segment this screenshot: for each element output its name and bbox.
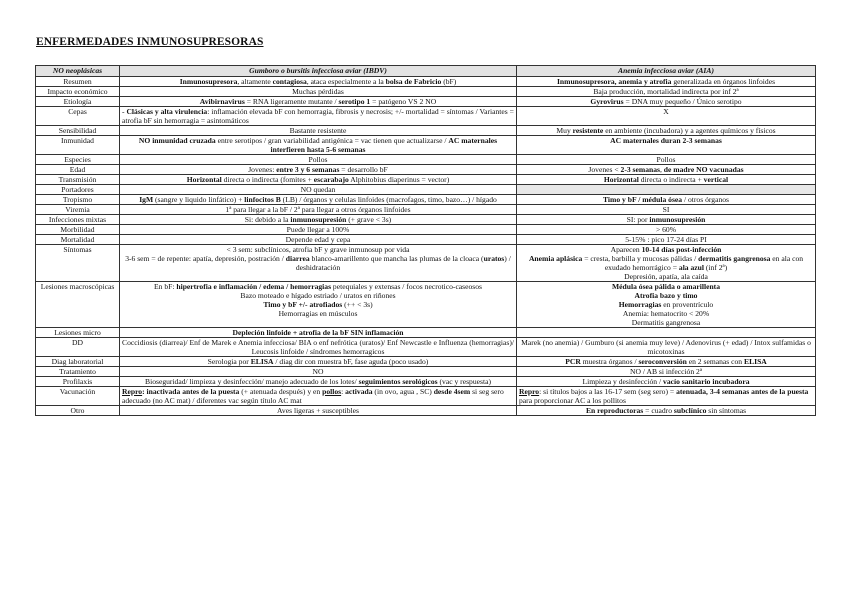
table-row [36, 245, 816, 282]
text-run: Coccidiosis (diarrea)/ Enf de Marek e Anemia infecciosa/ BIA o enf nefrótica (uratos)/ Enf Newcastle e Influenza (hemorragias)/ Leucosis linfoide / síndromes hemorragicos [122, 338, 514, 356]
text-run: Jovenes < [588, 165, 621, 174]
text-run: (+ grave < 3s) [346, 215, 392, 224]
cell-line [519, 254, 813, 272]
row-label: Síntomas [36, 245, 120, 282]
text-run: NO quedan [300, 185, 336, 194]
text-run: dermatitis gangrenosa [698, 254, 771, 263]
gumboro-cell [120, 338, 517, 357]
anemia-cell [517, 126, 816, 136]
table-row [36, 338, 816, 357]
anemia-cell [517, 245, 816, 282]
table-row [36, 328, 816, 338]
text-run: seguimientos serológicos [358, 377, 438, 386]
text-run: uratos [483, 254, 505, 263]
text-run: Timo y bF / médula ósea [602, 195, 683, 204]
row-label: Otro [36, 406, 120, 416]
cell-line [122, 291, 514, 300]
table-row [36, 225, 816, 235]
text-run: Gyrovirus [590, 97, 624, 106]
table-row [36, 282, 816, 328]
header-anemia: Anemia infecciosa aviar (AIA) [517, 66, 816, 77]
text-run: de madre NO vacunadas [663, 165, 744, 174]
text-run: NO [312, 367, 324, 376]
header-gumboro: Gumboro o bursitis infecciosa aviar (IBDV) [120, 66, 517, 77]
table-row [36, 126, 816, 136]
table-body [36, 77, 816, 416]
row-label: Mortalidad [36, 235, 120, 245]
text-run: seroconversión [638, 357, 687, 366]
row-label: Lesiones macroscópicas [36, 282, 120, 328]
gumboro-cell [120, 205, 517, 215]
text-run: Bastante resistente [289, 126, 347, 135]
text-run: Limpieza y desinfección / [582, 377, 664, 386]
text-run: : [341, 387, 346, 396]
text-run: ELISA [250, 357, 274, 366]
text-run: linfocitos B [244, 195, 281, 204]
anemia-cell [517, 87, 816, 97]
text-run: / otros órganos [682, 195, 729, 204]
cell-line [519, 272, 813, 281]
text-run: ala azul [678, 263, 704, 272]
text-run: = DNA muy pequeño / Único serotipo [623, 97, 742, 106]
text-run: (sangre y liquido linfático) + [153, 195, 245, 204]
anemia-cell [517, 367, 816, 377]
text-run: ) / deshidratación [295, 254, 511, 272]
anemia-cell [517, 205, 816, 215]
text-run: (bF) [441, 77, 457, 86]
row-label: Etiología [36, 97, 120, 107]
cell-line [122, 245, 514, 254]
text-run: serotipo 1 [338, 97, 371, 106]
gumboro-cell [120, 155, 517, 165]
text-run: muestra órganos / [580, 357, 639, 366]
anemia-cell [517, 97, 816, 107]
text-run: En bF: [153, 282, 177, 291]
text-run: Bazo moteado e hígado estriado / uratos en riñones [240, 291, 396, 300]
cell-line [122, 254, 514, 272]
cell-line [122, 300, 514, 309]
text-run: 10-14 días post-infección [641, 245, 722, 254]
text-run: en proventrículo [661, 300, 714, 309]
anemia-cell [517, 107, 816, 126]
cell-line [122, 282, 514, 291]
text-run: (in ovo, agua , SC) [372, 387, 434, 396]
text-run: Hemorragias [618, 300, 662, 309]
text-run: generalizada en órganos linfoides [671, 77, 776, 86]
anemia-cell [517, 175, 816, 185]
table-row [36, 357, 816, 367]
text-run: IgM [139, 195, 154, 204]
text-run: / diag dir con muestra bF, fase aguda (poco usado) [273, 357, 429, 366]
text-run: (+ atenuada después) y en [239, 387, 323, 396]
text-run: Pollos [308, 155, 328, 164]
text-run: subclínico [673, 406, 707, 415]
text-run: En reproductoras [585, 406, 644, 415]
text-run: PCR [565, 357, 581, 366]
text-run: Clásicas y alta virulencia [126, 107, 208, 116]
text-run: Dermatitis gangrenosa [631, 318, 701, 327]
text-run: - [122, 107, 127, 116]
text-run: Depresión, apatía, ala caída [624, 272, 708, 281]
table-row [36, 165, 816, 175]
text-run: < 3 sem: subclínicos, atrofia bF y grave inmunosup por vida [226, 245, 410, 254]
table-row [36, 107, 816, 126]
row-label: Cepas [36, 107, 120, 126]
text-run: directa o indirecta (fomites + [221, 175, 314, 184]
table-row [36, 87, 816, 97]
text-run: : inactivada antes de la puesta [142, 387, 240, 396]
text-run: = cuadro [643, 406, 674, 415]
text-run: SI [662, 205, 670, 214]
text-run: 2-3 semanas [620, 165, 660, 174]
gumboro-cell [120, 215, 517, 225]
row-label: Vacunación [36, 387, 120, 406]
text-run: entre 3 y 6 semanas [276, 165, 340, 174]
text-run: Jovenes: [248, 165, 277, 174]
text-run: Serologia por [207, 357, 251, 366]
text-run: contagiosa [272, 77, 307, 86]
text-run: , altamente [237, 77, 273, 86]
cell-line [519, 300, 813, 309]
row-label: Edad [36, 165, 120, 175]
anemia-cell [517, 387, 816, 406]
gumboro-cell [120, 328, 517, 338]
gumboro-cell [120, 406, 517, 416]
table-row [36, 195, 816, 205]
text-run: (++ < 3s) [342, 300, 373, 309]
row-label: DD [36, 338, 120, 357]
anemia-cell [517, 357, 816, 367]
gumboro-cell [120, 367, 517, 377]
gumboro-cell [120, 165, 517, 175]
text-run: Pollos [656, 155, 676, 164]
text-run: , ataca especialmente a la [306, 77, 386, 86]
text-run: Puede llegar a 100% [286, 225, 350, 234]
text-run: inmunosupresión [649, 215, 706, 224]
table-row [36, 406, 816, 416]
row-label: Profilaxis [36, 377, 120, 387]
text-run: Baja producción, mortalidad indirecta por inf 2ª [593, 87, 739, 96]
anemia-cell [517, 235, 816, 245]
text-run: NO inmunidad cruzada [138, 136, 216, 145]
text-run: AC maternales interfieren hasta 5-6 semanas [270, 136, 498, 154]
header-category: NO neoplásicas [36, 66, 120, 77]
text-run: Bioseguridad/ limpieza y desinfección/ manejo adecuado de los lotes/ [145, 377, 359, 386]
text-run: diarrea [285, 254, 310, 263]
document-title: ENFERMEDADES INMUNOSUPRESORAS [36, 36, 264, 48]
row-label: Impacto económico [36, 87, 120, 97]
gumboro-cell [120, 185, 517, 195]
text-run: hipertrofia e inflamación / edema / hemorragias [176, 282, 332, 291]
text-run: Repro [519, 387, 540, 396]
text-run: Aves ligeras + susceptibles [277, 406, 359, 415]
text-run: 3-6 sem = de repente: apatía, depresión, postración / [125, 254, 286, 263]
text-run: AC maternales duran 2-3 semanas [610, 136, 722, 145]
text-run: ELISA [744, 357, 767, 366]
gumboro-cell [120, 387, 517, 406]
gumboro-cell [120, 245, 517, 282]
text-run: petequiales y extensas / focos necrotico-caseosos [331, 282, 483, 291]
anemia-cell [517, 338, 816, 357]
text-run: NO / AB si infección 2ª [630, 367, 702, 376]
text-run: (LB) / órganos y celulas linfoides (macrofagos, timo, bazo…) / hígado [280, 195, 497, 204]
cell-line [519, 318, 813, 327]
gumboro-cell [120, 175, 517, 185]
row-label: Inmunidad [36, 136, 120, 155]
text-run: Anemia aplásica [528, 254, 583, 263]
text-run: Depende edad y cepa [285, 235, 351, 244]
row-label: Lesiones micro [36, 328, 120, 338]
text-run: Repro [122, 387, 143, 396]
text-run: Muy [556, 126, 573, 135]
text-run: si seg sero adecuado (no AC mat) / diferentes vac según título AC mat [122, 387, 504, 405]
table-row [36, 387, 816, 406]
text-run: Inmunosupresora [179, 77, 238, 86]
text-run: pollos [322, 387, 342, 396]
text-run: Timo y bF +/- atrofiados [263, 300, 343, 309]
text-run: > 60% [655, 225, 677, 234]
text-run: en ala con exudado hemorrágico = [604, 254, 804, 272]
table-row [36, 215, 816, 225]
anemia-cell [517, 328, 816, 338]
table-row [36, 235, 816, 245]
cell-line [519, 309, 813, 318]
text-run: Si: debido a la [244, 215, 291, 224]
gumboro-cell [120, 136, 517, 155]
row-label: Infecciones mixtas [36, 215, 120, 225]
text-run: en ambiente (incubadora) y a agentes químicos y físicos [603, 126, 776, 135]
cell-line [519, 291, 813, 300]
cell-line [519, 245, 813, 254]
text-run: sin síntomas [706, 406, 747, 415]
diseases-table [35, 65, 816, 416]
anemia-cell [517, 377, 816, 387]
gumboro-cell [120, 107, 517, 126]
text-run: SI: por [626, 215, 650, 224]
text-run: : inflamación elevada bF con hemorragia, fibrosis y necrosis; +/- mortalidad = síntomas / Variantes = atrofia bF sin hemorragia = asintomáticos [122, 107, 514, 125]
text-run: (vac y respuesta) [437, 377, 491, 386]
table-row [36, 377, 816, 387]
text-run: : si títulos bajos a las 16-17 sem (seg sero) = [539, 387, 677, 396]
text-run: desde 4sem [433, 387, 471, 396]
gumboro-cell [120, 282, 517, 328]
table-row [36, 77, 816, 87]
table-row [36, 155, 816, 165]
text-run: = RNA ligeramente mutante / [244, 97, 339, 106]
row-label: Morbilidad [36, 225, 120, 235]
table-row [36, 97, 816, 107]
anemia-cell [517, 155, 816, 165]
text-run: Inmunosupresora, anemia y atrofia [556, 77, 672, 86]
table-row [36, 185, 816, 195]
text-run: Alphitobius diaperinus = vector) [348, 175, 450, 184]
text-run: en 2 semanas con [686, 357, 744, 366]
text-run: vacío sanitario incubadora [663, 377, 750, 386]
text-run: Marek (no anemia) / Gumburo (si anemia muy leve) / Adenovirus (+ edad) / Intox sulfamidas o micotoxinas [521, 338, 811, 356]
text-run: resistente [572, 126, 604, 135]
text-run: , [659, 165, 664, 174]
gumboro-cell [120, 377, 517, 387]
gumboro-cell [120, 126, 517, 136]
anemia-cell [517, 225, 816, 235]
text-run: Muchas pérdidas [292, 87, 344, 96]
gumboro-cell [120, 357, 517, 367]
anemia-cell [517, 185, 816, 195]
row-label: Viremia [36, 205, 120, 215]
table-header-row [36, 66, 816, 77]
table-row [36, 136, 816, 155]
anemia-cell [517, 77, 816, 87]
text-run: 1ª para llegar a la bF / 2ª para llegar a otros órganos linfoides [225, 205, 411, 214]
text-run: = patógeno VS 2 NO [370, 97, 437, 106]
text-run: Anemia: hematocrito < 20% [622, 309, 710, 318]
gumboro-cell [120, 87, 517, 97]
gumboro-cell [120, 225, 517, 235]
row-label: Tropismo [36, 195, 120, 205]
text-run: Avibirnavirus [199, 97, 245, 106]
text-run: = cresta, barbilla y mucosas pálidas / [582, 254, 699, 263]
text-run: directa o indirecta + [638, 175, 704, 184]
gumboro-cell [120, 97, 517, 107]
gumboro-cell [120, 195, 517, 205]
text-run: atenuada, 3-4 semanas antes de la puesta [676, 387, 809, 396]
cell-line [519, 282, 813, 291]
row-label: Portadores [36, 185, 120, 195]
text-run: 5-15% : pico 17-24 días PI [625, 235, 707, 244]
text-run: escarabajo [313, 175, 349, 184]
text-run: X [663, 107, 669, 116]
row-label: Sensibilidad [36, 126, 120, 136]
text-run: activada [345, 387, 373, 396]
row-label: Especies [36, 155, 120, 165]
anemia-cell [517, 215, 816, 225]
text-run: = desarrollo bF [339, 165, 388, 174]
text-run: Atrofia bazo y timo [634, 291, 698, 300]
gumboro-cell [120, 235, 517, 245]
text-run: blanco-amarillento que mancha las plumas de la cloaca ( [309, 254, 484, 263]
text-run: vertical [703, 175, 729, 184]
text-run: Médula ósea pálida o amarillenta [612, 282, 720, 291]
row-label: Resumen [36, 77, 120, 87]
gumboro-cell [120, 77, 517, 87]
table-row [36, 175, 816, 185]
text-run: Horizontal [603, 175, 639, 184]
cell-line [122, 309, 514, 318]
text-run: Hemorragias en músculos [278, 309, 358, 318]
text-run: bolsa de Fabricio [385, 77, 442, 86]
text-run: para proporcionar AC a los pollitos [519, 396, 626, 405]
row-label: Transmisión [36, 175, 120, 185]
anemia-cell [517, 195, 816, 205]
text-run: (inf 2ª) [704, 263, 728, 272]
text-run: inmunosupresión [290, 215, 347, 224]
table-row [36, 205, 816, 215]
text-run: Aparecen [610, 245, 642, 254]
anemia-cell [517, 406, 816, 416]
text-run: Depleción linfoide + atrofia de la bF SIN inflamación [232, 328, 404, 337]
text-run: entre serotipos / gran variabilidad antigénica = vac tienen que actualizarse / [215, 136, 449, 145]
anemia-cell [517, 282, 816, 328]
anemia-cell [517, 136, 816, 155]
anemia-cell [517, 165, 816, 175]
row-label: Tratamiento [36, 367, 120, 377]
text-run: Horizontal [186, 175, 222, 184]
row-label: Diag laboratorial [36, 357, 120, 367]
table-row [36, 367, 816, 377]
